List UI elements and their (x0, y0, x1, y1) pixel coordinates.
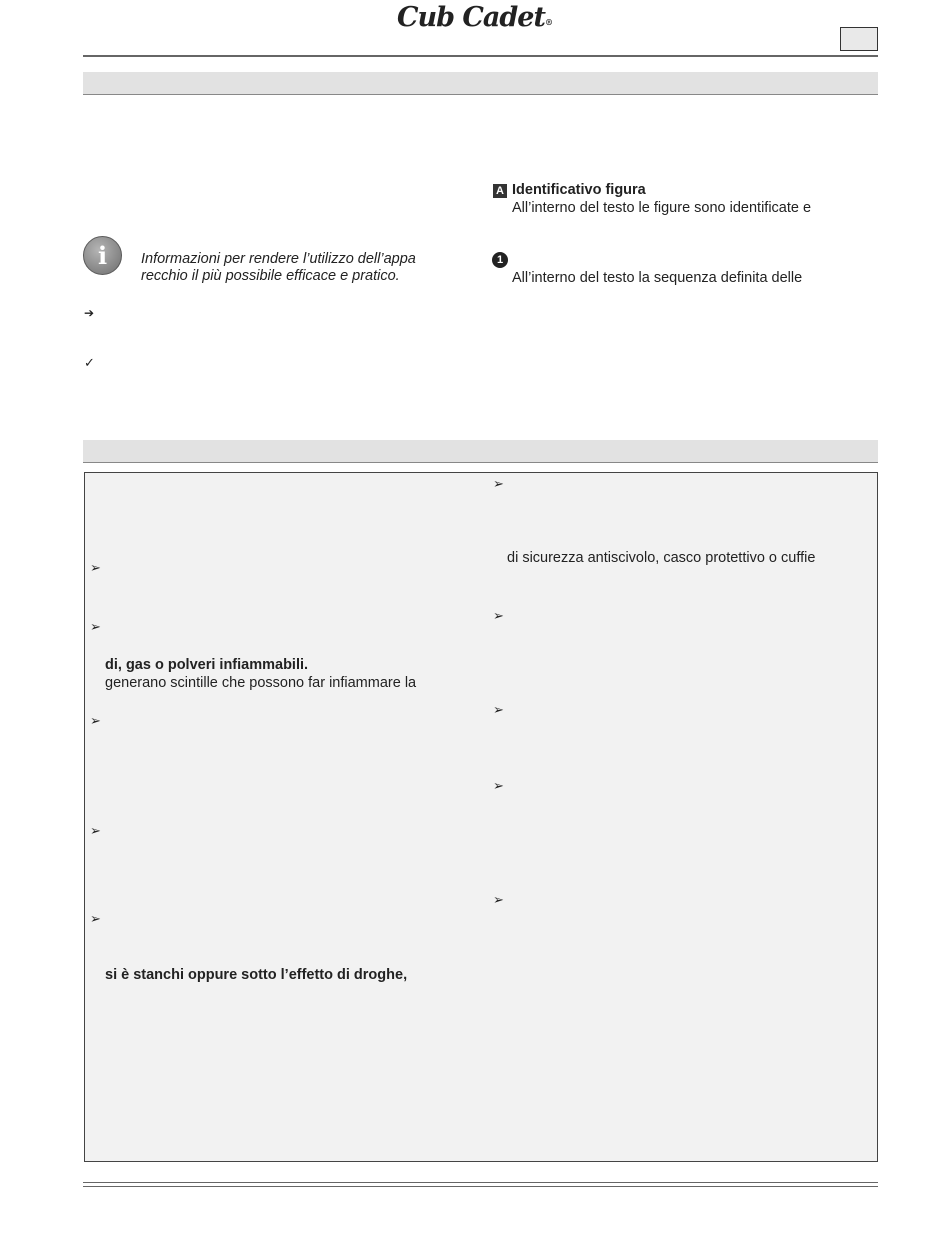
footer-rule (83, 1182, 878, 1183)
info-text-line1: Informazioni per rendere l’utilizzo dell’appa (141, 251, 416, 267)
check-icon: ✓ (84, 355, 95, 370)
chevron-bullet-icon: ➢ (90, 823, 101, 838)
chevron-bullet-icon: ➢ (493, 608, 504, 623)
safety-heading-band (83, 440, 878, 463)
figure-title: Identificativo figura (512, 182, 646, 198)
chevron-bullet-icon: ➢ (493, 476, 504, 491)
registered-mark: ® (544, 17, 553, 27)
chevron-bullet-icon: ➢ (493, 892, 504, 907)
chevron-bullet-icon: ➢ (493, 778, 504, 793)
brand-logo-text: Cub Cadet (397, 2, 545, 33)
info-text-line2: recchio il più possibile efficace e pratico. (141, 268, 400, 284)
page-number-box (840, 27, 878, 51)
arrow-right-icon: ➔ (84, 306, 95, 320)
chevron-bullet-icon: ➢ (90, 619, 101, 634)
chevron-bullet-icon: ➢ (90, 560, 101, 575)
sequence-text: All’interno del testo la sequenza definita delle (512, 270, 803, 286)
chevron-bullet-icon: ➢ (493, 702, 504, 717)
header-rule (83, 55, 878, 57)
safety-left-bold-2: si è stanchi oppure sotto l’effetto di droghe, (105, 967, 408, 983)
brand-logo (0, 2, 950, 33)
section-heading-band (83, 72, 878, 95)
figure-marker-icon: A (493, 184, 507, 198)
chevron-bullet-icon: ➢ (90, 713, 101, 728)
footer-rule (83, 1186, 878, 1187)
chevron-bullet-icon: ➢ (90, 911, 101, 926)
sequence-number-icon: 1 (492, 252, 508, 268)
safety-box (84, 472, 878, 1162)
info-icon: i (83, 236, 122, 275)
figure-text: All’interno del testo le figure sono identificate e (512, 200, 812, 216)
safety-left-text-1: generano scintille che possono far infiammare la (105, 675, 417, 691)
safety-left-bold-1: di, gas o polveri infiammabili. (105, 657, 309, 673)
safety-right-text-1: di sicurezza antiscivolo, casco protettivo o cuffie (507, 550, 816, 566)
